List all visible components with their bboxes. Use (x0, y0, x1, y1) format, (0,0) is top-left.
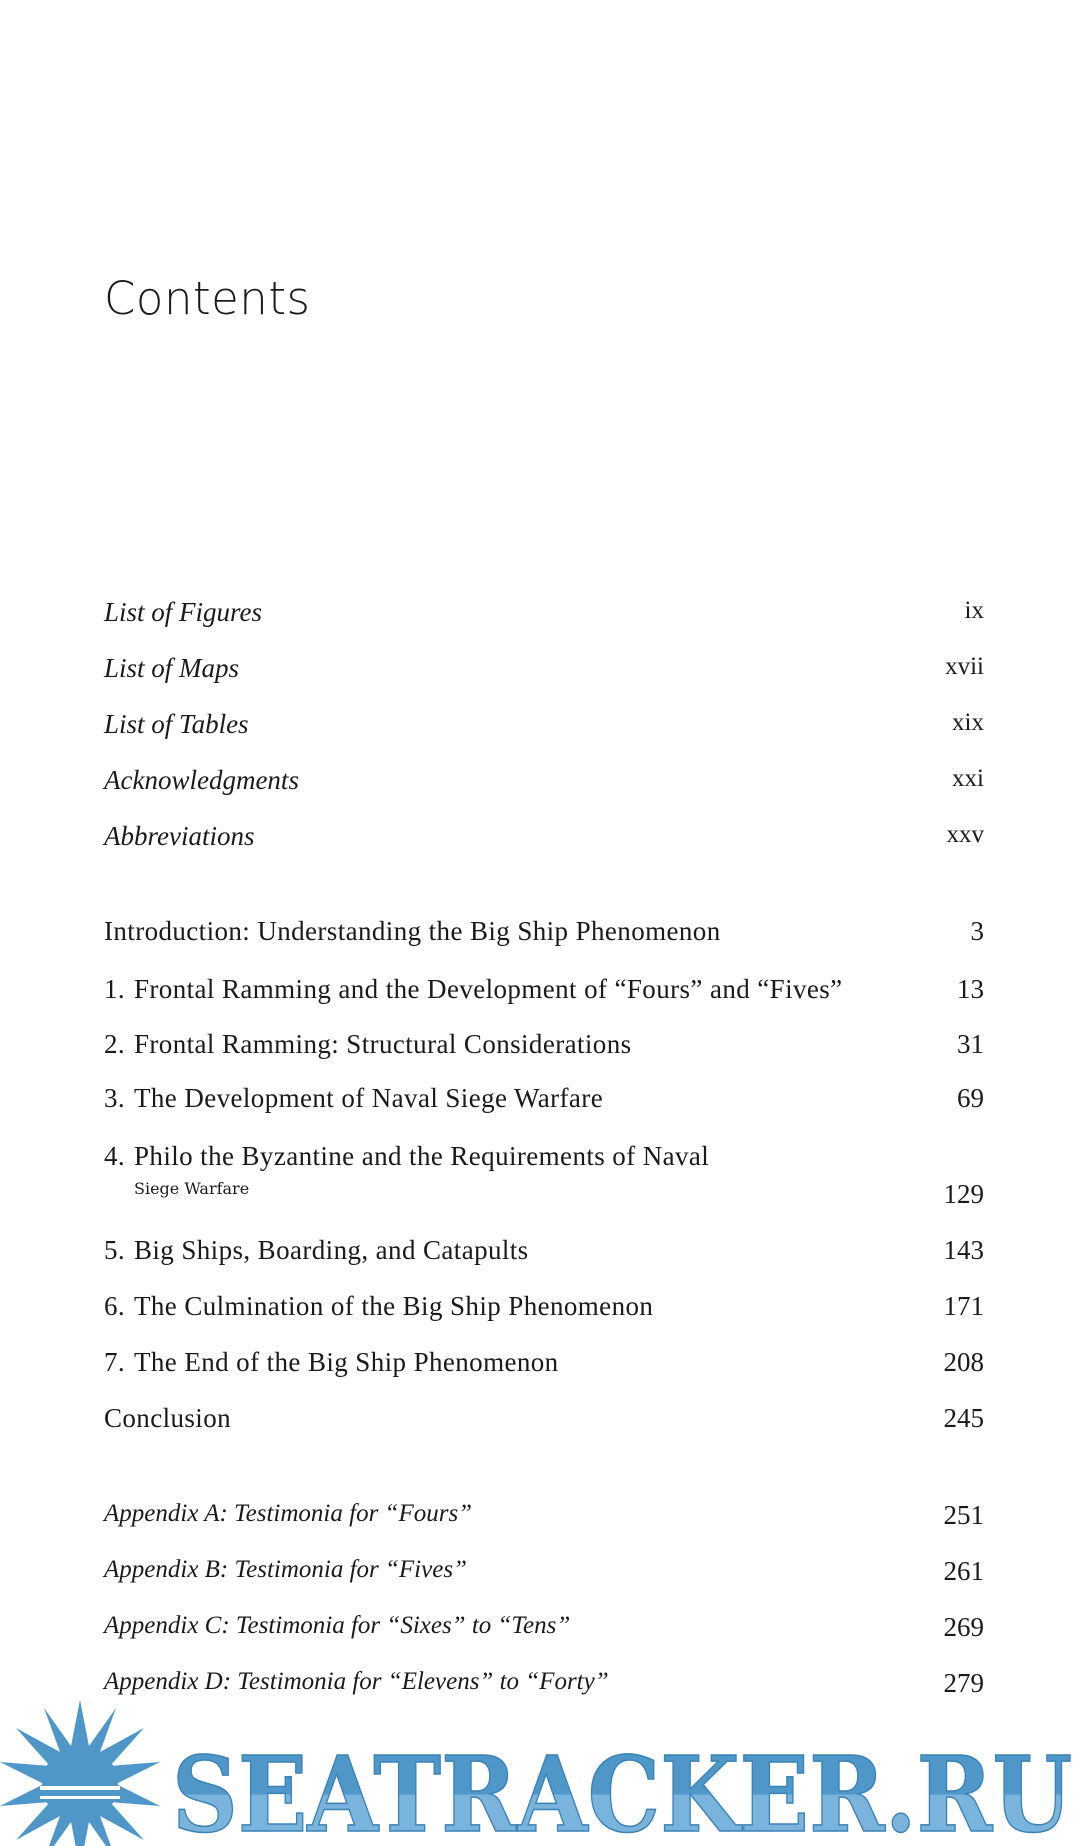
chapter-title-continuation: Siege Warfare (134, 1179, 250, 1198)
toc-entry-title (104, 1029, 632, 1060)
chapter-number: 6. (104, 1291, 126, 1321)
chapter-number: 1. (104, 974, 126, 1004)
toc-entry-title (104, 1291, 653, 1322)
toc-entry-page: 171 (943, 1291, 984, 1321)
chapter-number: 4. (104, 1141, 126, 1171)
toc-entry-title: List of Figures (104, 597, 263, 627)
sun-burst-icon (0, 1700, 160, 1846)
chapter-number: 7. (104, 1347, 126, 1377)
chapter-title: Frontal Ramming: Structural Considerations (134, 1029, 632, 1059)
toc-entry-title (104, 1403, 231, 1434)
watermark-text: SEATRACKER.RU (172, 1733, 1072, 1846)
toc-entry-page: 251 (943, 1500, 984, 1530)
toc-entry-page: xxi (952, 765, 984, 792)
toc-entry-page: 13 (957, 974, 984, 1004)
chapter-title: The End of the Big Ship Phenomenon (134, 1347, 559, 1377)
toc-entry-title: Appendix D: Testimonia for “Elevens” to “Forty” (104, 1668, 609, 1695)
watermark (0, 1688, 1080, 1846)
toc-entry-page: 279 (943, 1668, 984, 1698)
chapter-title: Frontal Ramming and the Development of “Fours” and “Fives” (134, 974, 843, 1004)
toc-entry-page: 129 (943, 1179, 984, 1209)
toc-entry-page: 3 (970, 916, 984, 946)
toc-entry-title: List of Tables (104, 709, 249, 739)
toc-entry-title: Abbreviations (104, 821, 255, 851)
toc-entry-page: 69 (957, 1083, 984, 1113)
toc-entry-title: Appendix B: Testimonia for “Fives” (104, 1556, 467, 1583)
toc-entry-page: xix (952, 709, 984, 736)
chapter-title: Conclusion (104, 1403, 232, 1433)
toc-entry-title (104, 1083, 603, 1114)
toc-entry-title (104, 1347, 559, 1378)
toc-entry-title (104, 974, 843, 1005)
chapter-title: The Development of Naval Siege Warfare (134, 1083, 604, 1113)
toc-entry-page: 261 (943, 1556, 984, 1586)
toc-entry-page: 31 (957, 1029, 984, 1059)
chapter-title: Philo the Byzantine and the Requirements of Naval (134, 1141, 710, 1171)
chapter-number: 2. (104, 1029, 126, 1059)
page-title: Contents (104, 272, 311, 325)
toc-entry-title: List of Maps (104, 653, 240, 683)
toc-entry-page: xvii (945, 653, 984, 680)
toc-entry-page: ix (964, 597, 984, 624)
chapter-title: Big Ships, Boarding, and Catapults (134, 1235, 529, 1265)
toc-entry-title (104, 1141, 709, 1172)
chapter-title: The Culmination of the Big Ship Phenomenon (134, 1291, 654, 1321)
toc-entry-page: 245 (943, 1403, 984, 1433)
toc-entry-title: Appendix A: Testimonia for “Fours” (104, 1500, 473, 1527)
toc-entry-page: xxv (946, 821, 984, 848)
toc-entry-title: Appendix C: Testimonia for “Sixes” to “Tens” (104, 1612, 571, 1639)
toc-entry-page: 269 (943, 1612, 984, 1642)
toc-entry-title: Acknowledgments (104, 765, 299, 795)
toc-entry-page: 143 (943, 1235, 984, 1265)
chapter-title: Introduction: Understanding the Big Ship Phenomenon (104, 916, 721, 946)
toc-entry-page: 208 (943, 1347, 984, 1377)
chapter-number: 5. (104, 1235, 126, 1265)
chapter-number: 3. (104, 1083, 126, 1113)
toc-entry-title (104, 916, 721, 947)
toc-entry-title (104, 1235, 529, 1266)
